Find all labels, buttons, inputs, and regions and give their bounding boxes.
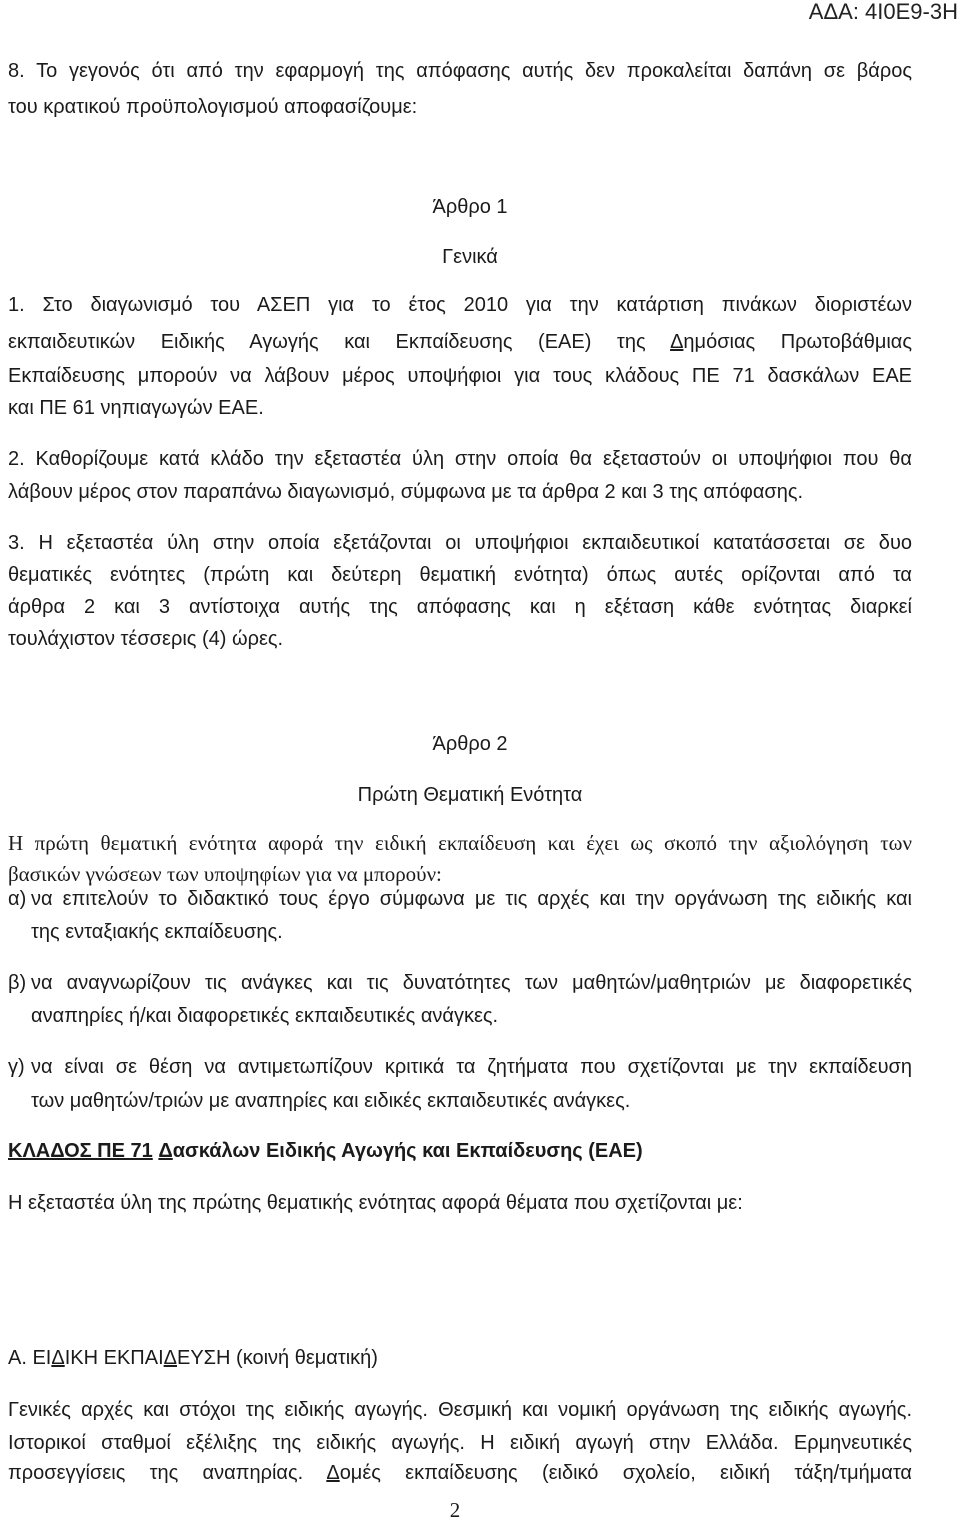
section-a-line: Γενικές αρχές και στόχοι της ειδικής αγωγής. Θεσμική και νομική οργάνωση της ειδικής αγωγής. bbox=[8, 1399, 912, 1421]
preamble-line: του κρατικού προϋπολογισμού αποφασίζουμε: bbox=[8, 96, 418, 118]
list-item-line: της ενταξιακής εκπαίδευσης. bbox=[31, 921, 283, 943]
article-1-title: Άρθρο 1 bbox=[432, 196, 508, 218]
article-1-subtitle: Γενικά bbox=[442, 246, 498, 268]
paragraph-2-line: 2. Καθορίζουμε κατά κλάδο την εξεταστέα ύλη στην οποία θα εξεταστούν οι υποψήφιοι που θα bbox=[8, 448, 912, 470]
list-item-label: α) bbox=[8, 888, 27, 910]
paragraph-1-line: 1. Στο διαγωνισμό του ΑΣΕΠ για το έτος 2010 για την κατάρτιση πινάκων διοριστέων bbox=[8, 294, 912, 316]
paragraph-1-line: Εκπαίδευσης μπορούν να λάβουν μέρος υποψήφιοι για τους κλάδους ΠΕ 71 δασκάλων ΕΑΕ bbox=[8, 365, 912, 387]
article-2-intro-line: Η πρώτη θεματική ενότητα αφορά την ειδική εκπαίδευση και έχει ως σκοπό την αξιολόγηση των bbox=[8, 831, 912, 855]
paragraph-1-line: εκπαιδευτικών Ειδικής Αγωγής και Εκπαίδευσης (ΕΑΕ) της Δημόσιας Πρωτοβάθμιας bbox=[8, 331, 912, 353]
paragraph-3-line: τουλάχιστον τέσσερις (4) ώρες. bbox=[8, 628, 284, 650]
section-a-line: Ιστορικοί σταθμοί εξέλιξης της ειδικής αγωγής. Η ειδική αγωγή στην Ελλάδα. Ερμηνευτικές bbox=[8, 1432, 912, 1454]
branch-intro: Η εξεταστέα ύλη της πρώτης θεματικής ενότητας αφορά θέματα που σχετίζονται με: bbox=[8, 1192, 743, 1214]
page-number: 2 bbox=[449, 1498, 461, 1521]
branch-code: ΚΛΑΔΟΣ ΠΕ 71 bbox=[8, 1140, 153, 1162]
paragraph-3-line: θεματικές ενότητες (πρώτη και δεύτερη θεματική ενότητα) όπως αυτές ορίζονται από τα bbox=[8, 564, 912, 586]
list-item-label: γ) bbox=[8, 1056, 25, 1078]
list-item-line: αναπηρίες ή/και διαφορετικές εκπαιδευτικές ανάγκες. bbox=[31, 1005, 499, 1027]
preamble-line: 8. Το γεγονός ότι από την εφαρμογή της απόφασης αυτής δεν προκαλείται δαπάνη σε βάρος bbox=[8, 60, 912, 82]
list-item-line: των μαθητών/τριών με αναπηρίες και ειδικές εκπαιδευτικές ανάγκες. bbox=[31, 1090, 631, 1112]
branch-title: Δασκάλων Ειδικής Αγωγής και Εκπαίδευσης (ΕΑΕ) bbox=[158, 1140, 643, 1162]
article-2-subtitle: Πρώτη Θεματική Ενότητα bbox=[357, 784, 583, 806]
paragraph-1-line: και ΠΕ 61 νηπιαγωγών ΕΑΕ. bbox=[8, 397, 264, 419]
paragraph-2-line: λάβουν μέρος στον παραπάνω διαγωνισμό, σύμφωνα με τα άρθρα 2 και 3 της απόφασης. bbox=[8, 481, 804, 503]
list-item-line: να επιτελούν το διδακτικό τους έργο σύμφωνα με τις αρχές και την οργάνωση της ειδικής και bbox=[31, 888, 912, 910]
article-2-intro-line: βασικών γνώσεων των υποψηφίων για να μπορούν: bbox=[8, 862, 442, 886]
section-a-line: προσεγγίσεις της αναπηρίας. Δομές εκπαίδευσης (ειδικό σχολείο, ειδική τάξη/τμήματα bbox=[8, 1462, 912, 1484]
list-item-label: β) bbox=[8, 972, 27, 994]
ada-code: ΑΔΑ: 4Ι0Ε9-3Η bbox=[808, 0, 958, 24]
paragraph-3-line: 3. Η εξεταστέα ύλη στην οποία εξετάζονται οι υποψήφιοι εκπαιδευτικοί κατατάσσεται σε δυο bbox=[8, 532, 912, 554]
branch-heading bbox=[8, 1138, 912, 1164]
article-2-title: Άρθρο 2 bbox=[432, 733, 508, 755]
section-a-heading: Α. ΕΙΔΙΚΗ ΕΚΠΑΙΔΕΥΣΗ (κοινή θεματική) bbox=[8, 1347, 378, 1369]
list-item-line: να είναι σε θέση να αντιμετωπίζουν κριτικά τα ζητήματα που σχετίζονται με την εκπαίδευση bbox=[31, 1056, 912, 1078]
paragraph-3-line: άρθρα 2 και 3 αντίστοιχα αυτής της απόφασης και η εξέταση κάθε ενότητας διαρκεί bbox=[8, 596, 912, 618]
list-item-line: να αναγνωρίζουν τις ανάγκες και τις δυνατότητες των μαθητών/μαθητριών με διαφορετικές bbox=[31, 972, 912, 994]
